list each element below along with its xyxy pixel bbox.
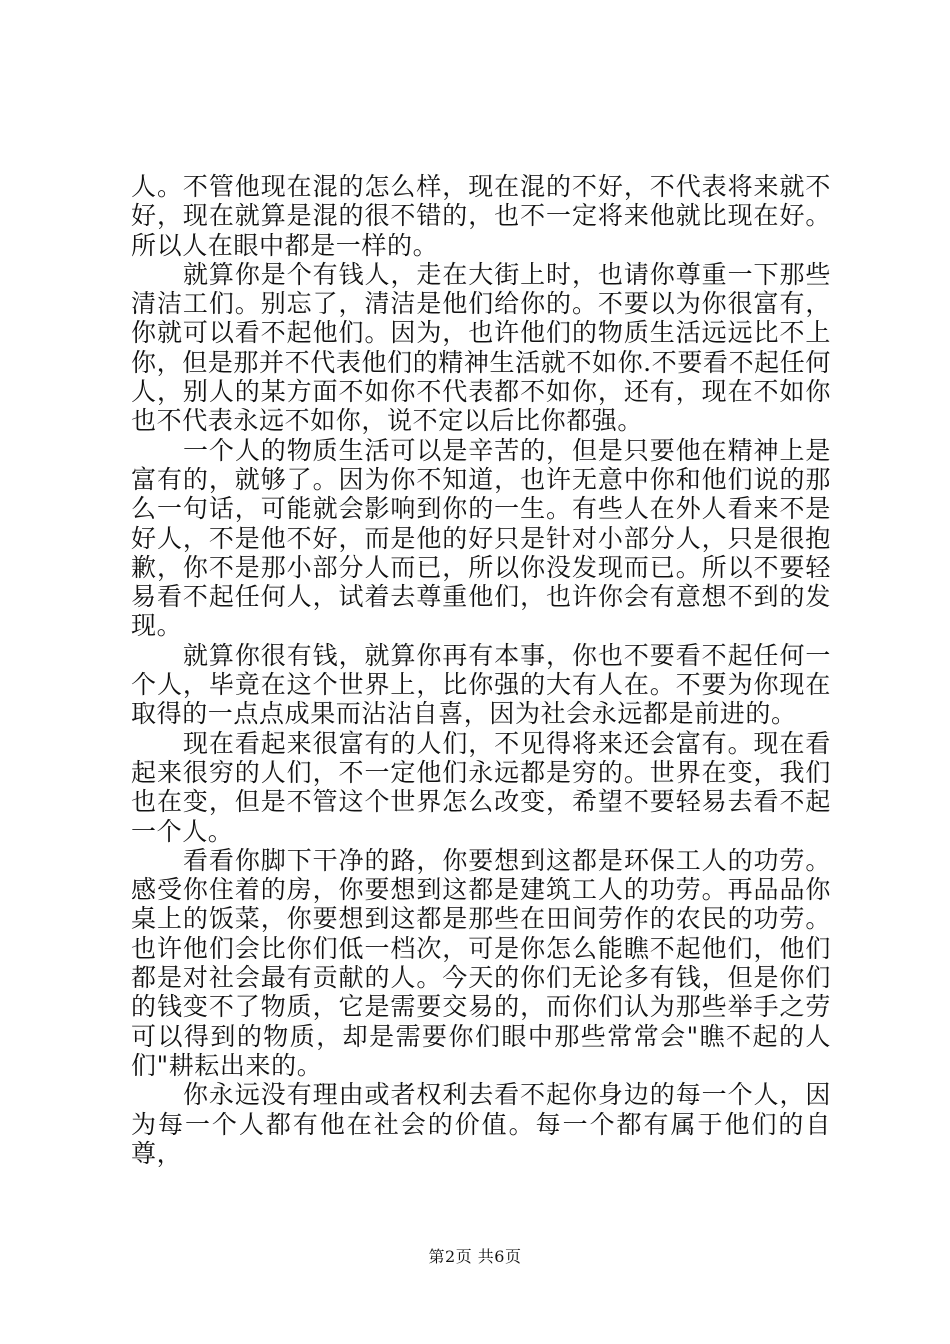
paragraph-2: 就算你是个有钱人，走在大街上时，也请你尊重一下那些清洁工们。别忘了，清洁是他们给你的。不要以为你很富有，你就可以看不起他们。因为，也许他们的物质生活远远比不上你，但是那并不代表他们的精神生活就不如你.不要看不起任何人，别人的某方面不如你不代表都不如你，还有，现在不如你也不代表永远不如你，说不定以后比你都强。 [131, 259, 831, 436]
paragraph-4: 就算你很有钱，就算你再有本事，你也不要看不起任何一个人，毕竟在这个世界上，比你强的大有人在。不要为你现在取得的一点点成果而沾沾自喜，因为社会永远都是前进的。 [131, 640, 831, 729]
paragraph-3: 一个人的物质生活可以是辛苦的，但是只要他在精神上是富有的，就够了。因为你不知道，也许无意中你和他们说的那么一句话，可能就会影响到你的一生。有些人在外人看来不是好人，不是他不好，而是他的好只是针对小部分人，只是很抱歉，你不是那小部分人而已，所以你没发现而已。所以不要轻易看不起任何人，试着去尊重他们，也许你会有意想不到的发现。 [131, 435, 831, 641]
page-number-footer: 第2页 共6页 [428, 1247, 522, 1266]
paragraph-5: 现在看起来很富有的人们，不见得将来还会富有。现在看起来很穷的人们，不一定他们永远都是穷的。世界在变，我们也在变，但是不管这个世界怎么改变，希望不要轻易去看不起一个人。 [131, 728, 831, 846]
paragraph-1: 人。不管他现在混的怎么样，现在混的不好，不代表将来就不好，现在就算是混的很不错的，也不一定将来他就比现在好。所以人在眼中都是一样的。 [131, 172, 831, 260]
body-text [131, 172, 831, 1168]
paragraph-6: 看看你脚下干净的路，你要想到这都是环保工人的功劳。感受你住着的房，你要想到这都是建筑工人的功劳。再品品你桌上的饭菜，你要想到这都是那些在田间劳作的农民的功劳。也许他们会比你们低一档次，可是你怎么能瞧不起他们，他们都是对社会最有贡献的人。今天的你们无论多有钱，但是你们的钱变不了物质，它是需要交易的，而你们认为那些举手之劳可以得到的物质，却是需要你们眼中那些常常会"瞧不起的人们"耕耘出来的。 [131, 845, 831, 1080]
paragraph-7: 你永远没有理由或者权利去看不起你身边的每一个人，因为每一个人都有他在社会的价值。每一个都有属于他们的自尊， [131, 1080, 831, 1168]
